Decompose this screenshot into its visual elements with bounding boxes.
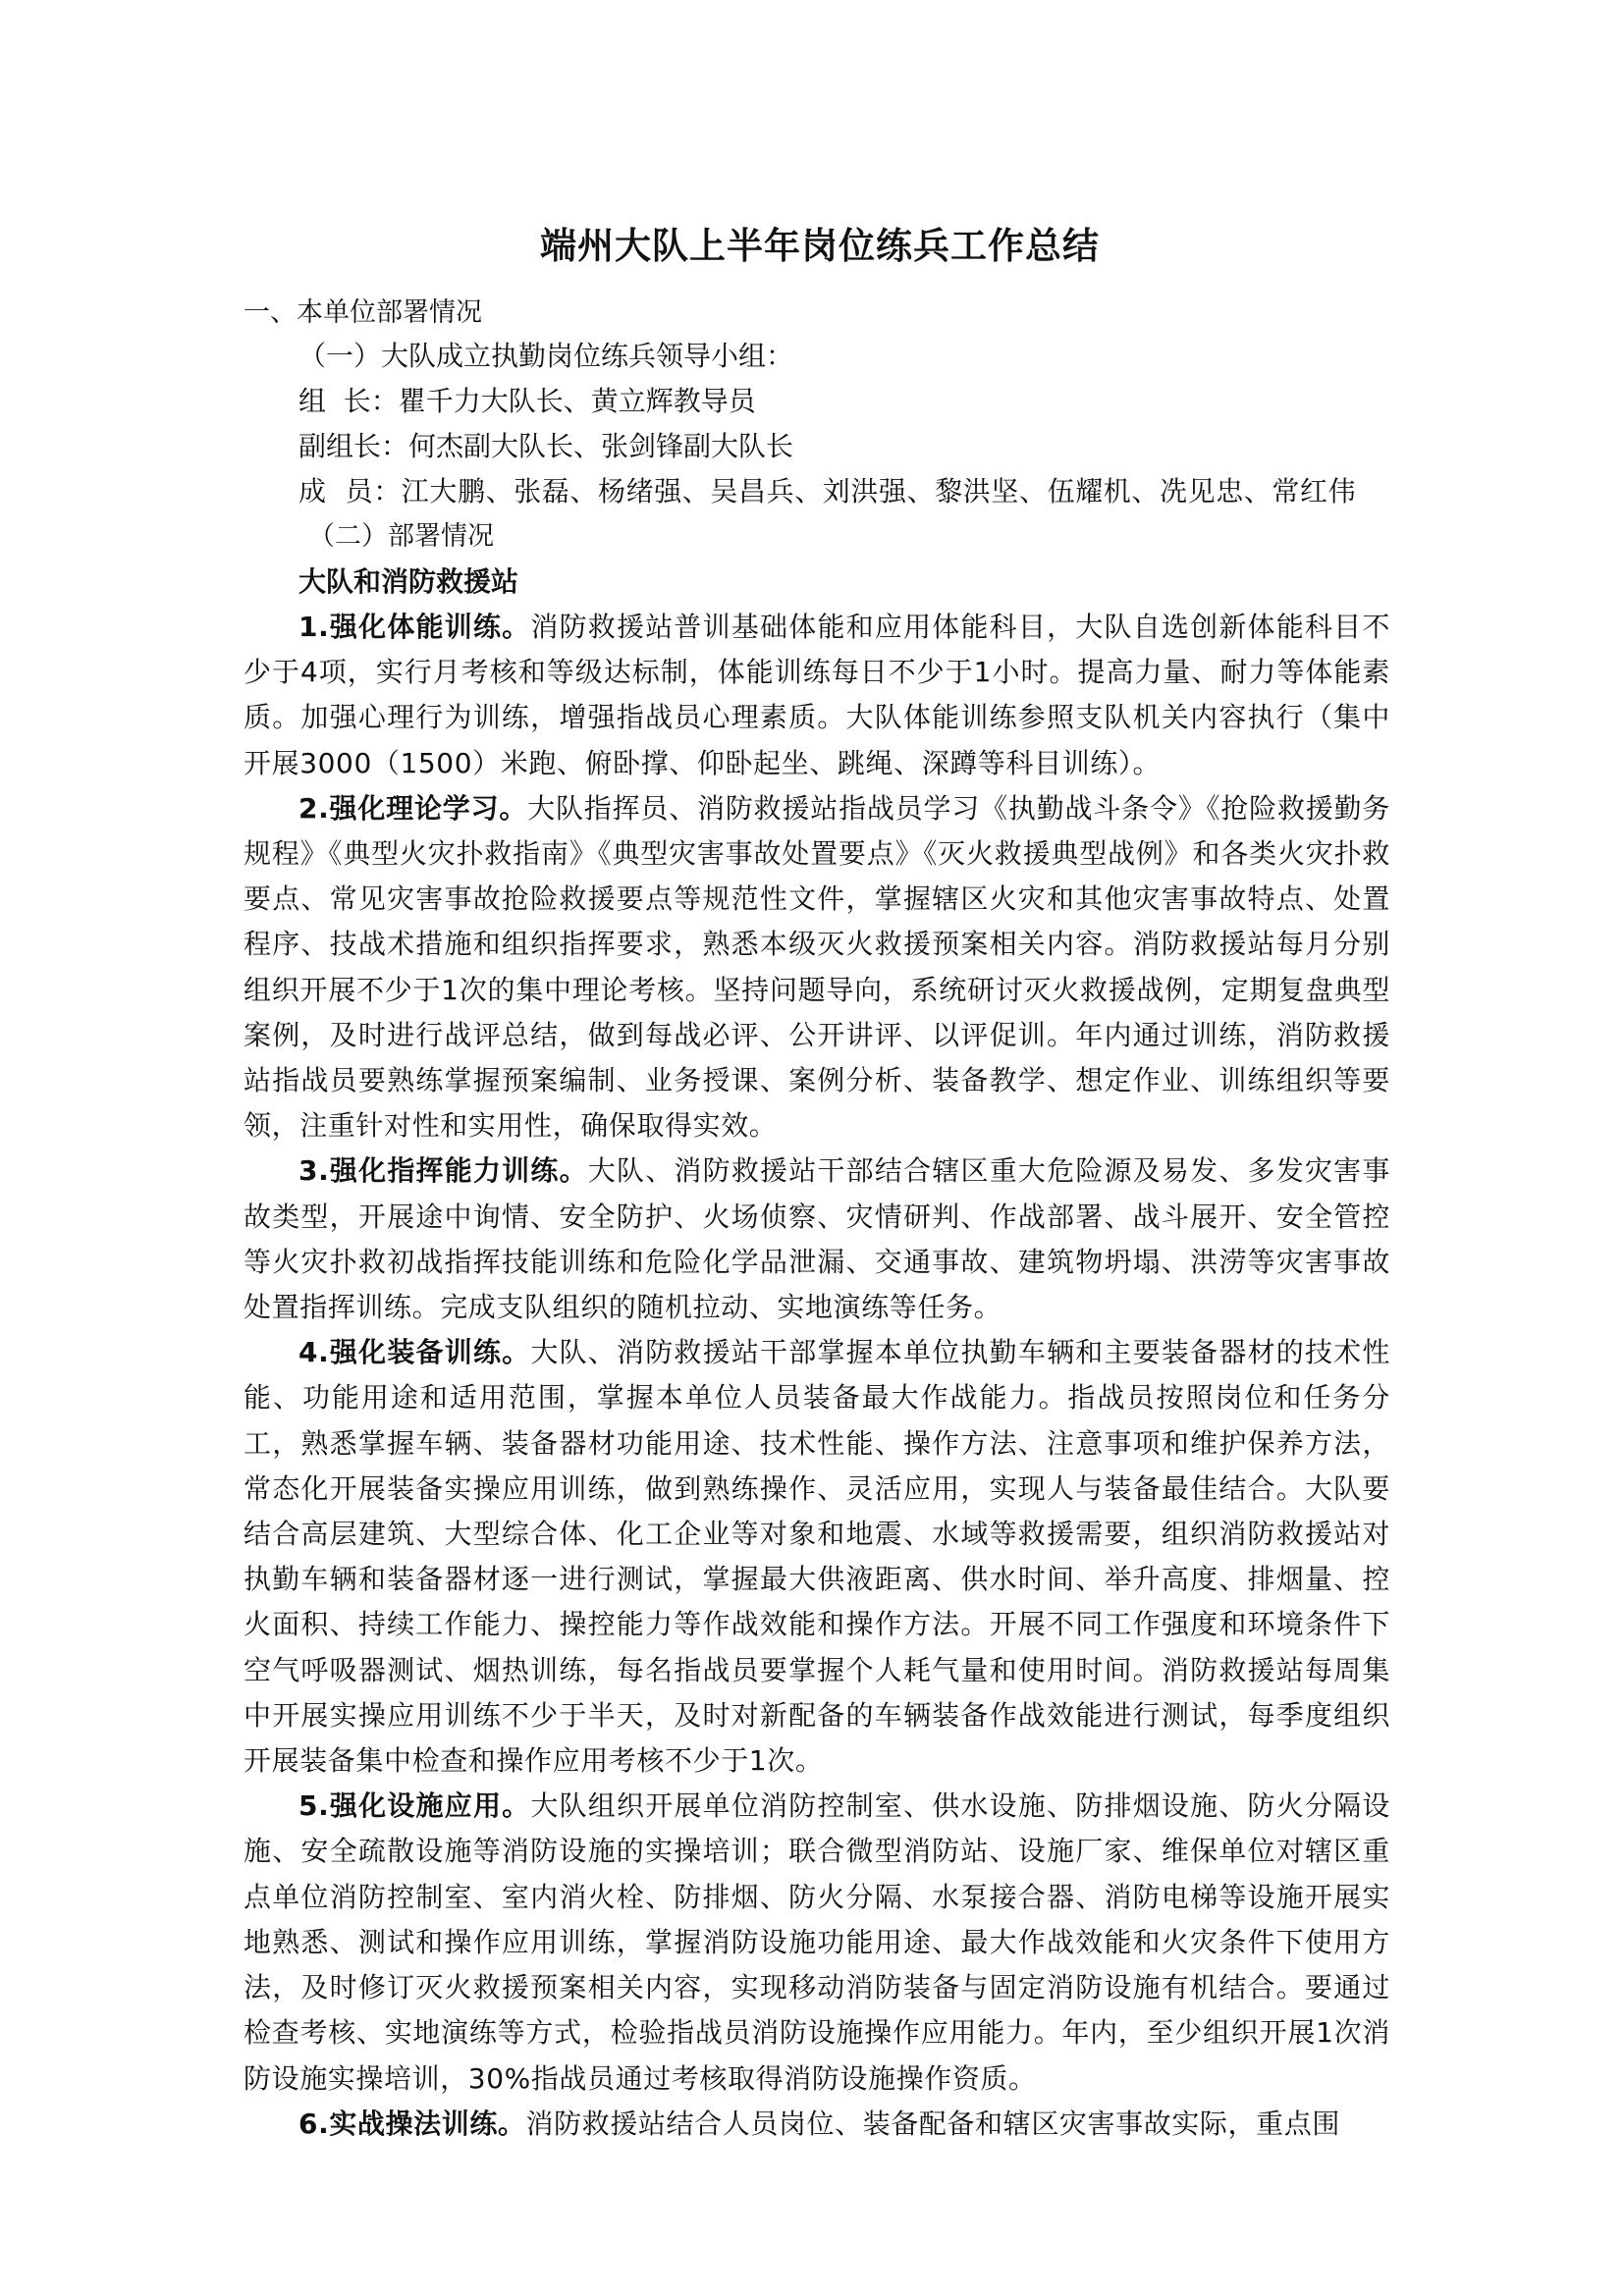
item-text: 大队组织开展单位消防控制室、供水设施、防排烟设施、防火分隔设施、安全疏散设施等消防设施的实操培训；联合微型消防站、设施厂家、维保单位对辖区重点单位消防控制室、室内消火栓、防排烟、防火分隔、水泵接合器、消防电梯等设施开展实地熟悉、测试和操作应用训练，掌握消防设施功能用途、最大作战效能和火灾条件下使用方法，及时修订灭火救援预案相关内容，实现移动消防装备与固定消防设施有机结合。要通过检查考核、实地演练等方式，检验指战员消防设施操作应用能力。年内，至少组织开展1次消防设施实操培训，30%指战员通过考核取得消防设施操作资质。 <box>244 1789 1390 2095</box>
item-text: 大队、消防救援站干部掌握本单位执勤车辆和主要装备器材的技术性能、功能用途和适用范围，掌握本单位人员装备最大作战能力。指战员按照岗位和任务分工，熟悉掌握车辆、装备器材功能用途、技术性能、操作方法、注意事项和维护保养方法，常态化开展装备实操应用训练，做到熟练操作、灵活应用，实现人与装备最佳结合。大队要结合高层建筑、大型综合体、化工企业等对象和地震、水域等救援需要，组织消防救援站对执勤车辆和装备器材逐一进行测试，掌握最大供液距离、供水时间、举升高度、排烟量、控火面积、持续工作能力、操控能力等作战效能和操作方法。开展不同工作强度和环境条件下空气呼吸器测试、烟热训练，每名指战员要掌握个人耗气量和使用时间。消防救援站每周集中开展实操应用训练不少于半天，及时对新配备的车辆装备作战效能进行测试，每季度组织开展装备集中检查和操作应用考核不少于1次。 <box>244 1336 1390 1778</box>
item-paragraph <box>244 786 1390 1149</box>
leader-line: 组 长：瞿千力大队长、黄立辉教导员 <box>298 385 756 417</box>
item-text: 大队、消防救援站干部结合辖区重大危险源及易发、多发灾害事故类型，开展途中询情、安全防护、火场侦察、灾情研判、作战部署、战斗展开、安全管控等火灾扑救初战指挥技能训练和危险化学品泄漏、交通事故、建筑物坍塌、洪涝等灾害事故处置指挥训练。完成支队组织的随机拉动、实地演练等任务。 <box>244 1154 1390 1324</box>
item-text: 大队指挥员、消防救援站指战员学习《执勤战斗条令》《抢险救援勤务规程》《典型火灾扑救指南》《典型灾害事故处置要点》《灭火救援典型战例》和各类火灾扑救要点、常见灾害事故抢险救援要点等规范性文件，掌握辖区火灾和其他灾害事故特点、处置程序、技战术措施和组织指挥要求，熟悉本级灭火救援预案相关内容。消防救援站每月分别组织开展不少于1次的集中理论考核。坚持问题导向，系统研讨灭火救援战例，定期复盘典型案例，及时进行战评总结，做到每战必评、公开讲评、以评促训。年内通过训练，消防救援站指战员要熟练掌握预案编制、业务授课、案例分析、装备教学、想定作业、训练组织等要领，注重针对性和实用性，确保取得实效。 <box>244 791 1390 1143</box>
item-text: 消防救援站结合人员岗位、装备配备和辖区灾害事故实际，重点围 <box>525 2107 1340 2140</box>
members-line: 成 员：江大鹏、张磊、杨绪强、吴昌兵、刘洪强、黎洪坚、伍耀机、冼见忠、常红伟 <box>298 475 1357 507</box>
item-text: 消防救援站普训基础体能和应用体能科目，大队自选创新体能科目不少于4项，实行月考核和等级达标制，体能训练每日不少于1小时。提高力量、耐力等体能素质。加强心理行为训练，增强指战员心理素质。大队体能训练参照支队机关内容执行（集中开展3000（1500）米跑、俯卧撑、仰卧起坐、跳绳、深蹲等科目训练）。 <box>244 611 1390 779</box>
item-paragraph <box>244 1330 1390 1784</box>
group-heading: 大队和消防救援站 <box>298 565 519 598</box>
item-paragraph <box>244 1784 1390 2101</box>
subsection-heading-deployment: （二）部署情况 <box>308 521 494 552</box>
item-label: 4.强化装备训练。 <box>298 1336 531 1369</box>
deputy-leader-line: 副组长：何杰副大队长、张剑锋副大队长 <box>298 430 794 462</box>
subsection-heading-leadership-group: （一）大队成立执勤岗位练兵领导小组： <box>298 340 794 372</box>
item-label: 5.强化设施应用。 <box>298 1789 531 1823</box>
item-label: 3.强化指挥能力训练。 <box>298 1154 588 1188</box>
document-page <box>244 224 1390 2147</box>
item-paragraph <box>244 1148 1390 1330</box>
item-paragraph <box>244 605 1390 786</box>
item-label: 6.实战操法训练。 <box>298 2107 526 2140</box>
section-heading-deployment: 一、本单位部署情况 <box>244 297 482 328</box>
item-label: 1.强化体能训练。 <box>298 611 531 643</box>
item-paragraph <box>244 2102 1390 2147</box>
item-label: 2.强化理论学习。 <box>298 791 528 825</box>
document-title: 端州大队上半年岗位练兵工作总结 <box>540 224 1100 267</box>
